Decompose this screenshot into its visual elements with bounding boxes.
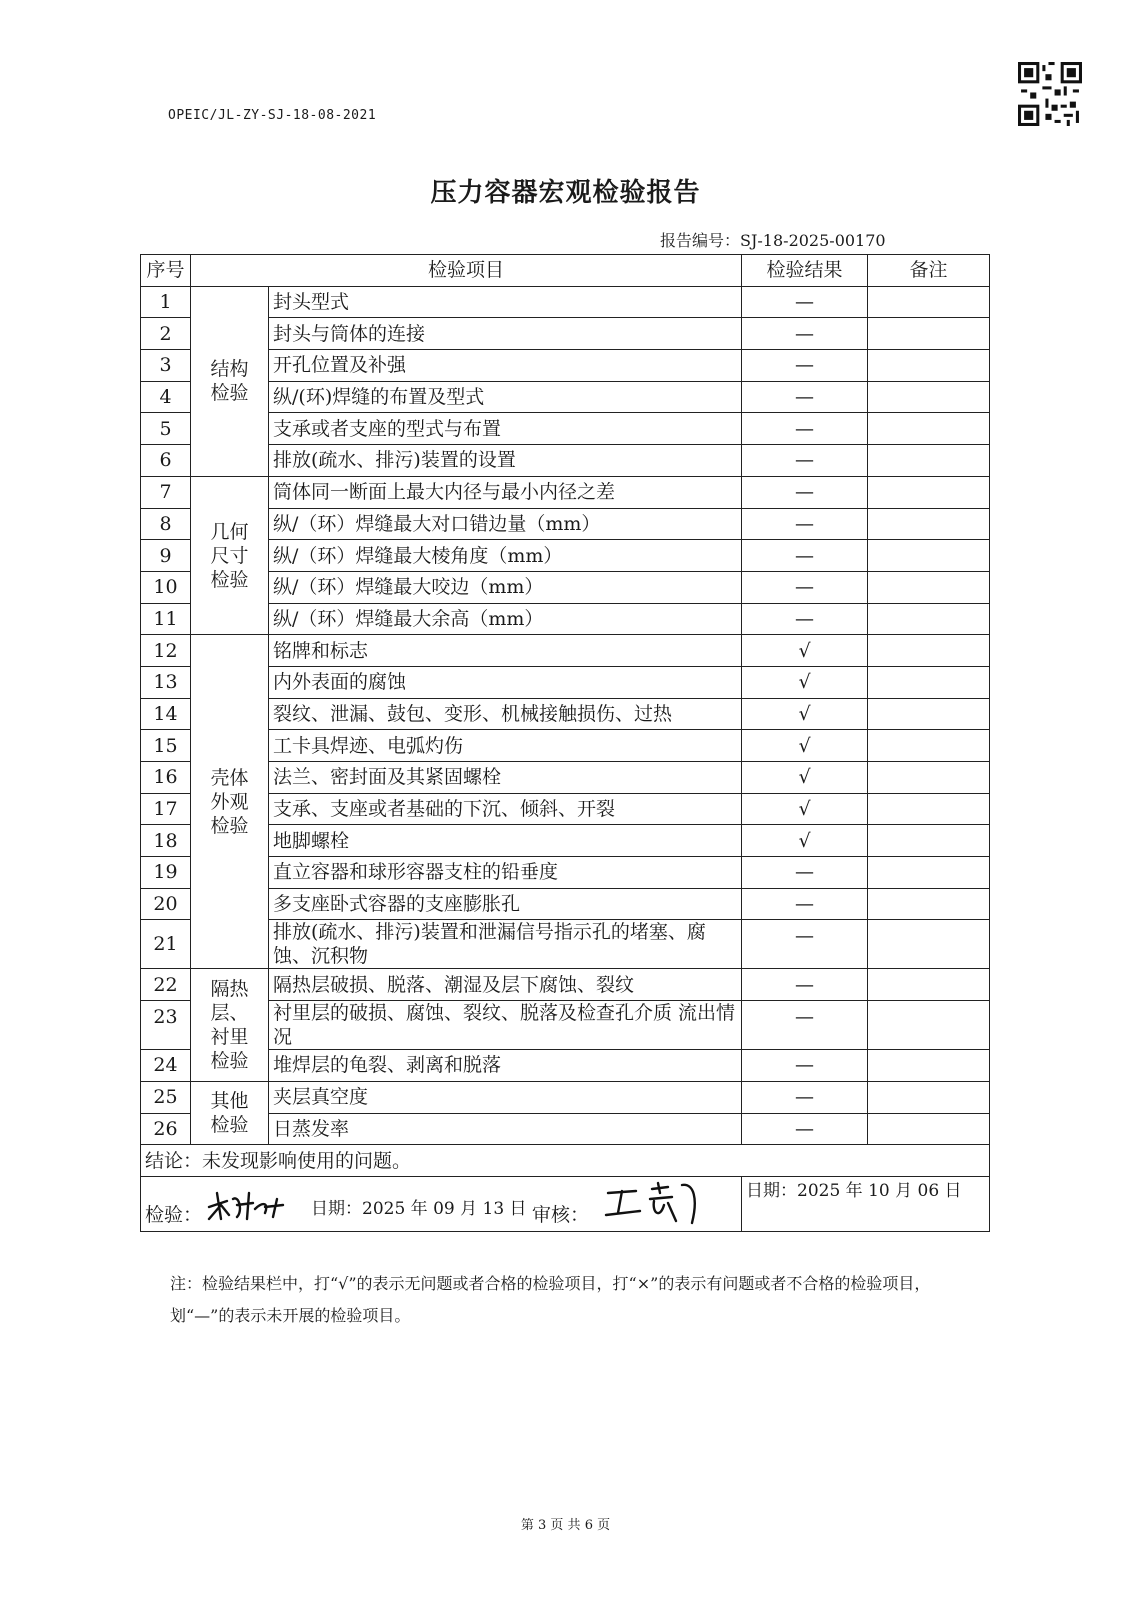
row-result: — bbox=[742, 571, 868, 603]
group-label: 结构检验 bbox=[210, 358, 249, 405]
row-item: 夹层真空度 bbox=[269, 1081, 742, 1113]
group-shell bbox=[191, 635, 269, 969]
group-structure bbox=[191, 286, 269, 476]
qr-code-icon bbox=[1018, 62, 1082, 126]
row-item: 多支座卧式容器的支座膨胀孔 bbox=[269, 888, 742, 920]
row-result: — bbox=[742, 857, 868, 889]
inspector-date: 日期：2025 年 09 月 13 日 bbox=[311, 1198, 527, 1219]
reviewer-label: 审核： bbox=[532, 1203, 590, 1226]
row-remark bbox=[868, 476, 990, 508]
row-remark bbox=[868, 857, 990, 889]
row-result: √ bbox=[742, 762, 868, 794]
footnote: 注：检验结果栏中，打“√”的表示无问题或者合格的检验项目，打“×”的表示有问题或者不合格的检验项目，划“—”的表示未开展的检验项目。 bbox=[170, 1274, 931, 1325]
row-no: 19 bbox=[141, 857, 191, 889]
row-no: 17 bbox=[141, 793, 191, 825]
row-item: 纵/（环）焊缝最大余高（mm） bbox=[269, 603, 742, 635]
row-result: — bbox=[742, 445, 868, 477]
row-remark bbox=[868, 1001, 990, 1050]
row-remark bbox=[868, 350, 990, 382]
table-row bbox=[141, 571, 990, 603]
row-no: 1 bbox=[141, 286, 191, 318]
row-no: 18 bbox=[141, 825, 191, 857]
table-row bbox=[141, 1001, 990, 1050]
row-item: 封头型式 bbox=[269, 286, 742, 318]
row-item: 支承、支座或者基础的下沉、倾斜、开裂 bbox=[269, 793, 742, 825]
signature-row bbox=[141, 1176, 990, 1231]
row-no: 26 bbox=[141, 1113, 191, 1145]
header-remark: 备注 bbox=[868, 255, 990, 287]
row-result: √ bbox=[742, 698, 868, 730]
row-no: 15 bbox=[141, 730, 191, 762]
table-row bbox=[141, 825, 990, 857]
inspector-label: 检验： bbox=[145, 1203, 203, 1226]
row-no: 25 bbox=[141, 1081, 191, 1113]
row-remark bbox=[868, 666, 990, 698]
row-result: — bbox=[742, 1001, 868, 1050]
row-item: 筒体同一断面上最大内径与最小内径之差 bbox=[269, 476, 742, 508]
table-row bbox=[141, 666, 990, 698]
group-label: 隔热层、衬里检验 bbox=[210, 978, 249, 1073]
row-remark bbox=[868, 571, 990, 603]
row-result: √ bbox=[742, 635, 868, 667]
group-other bbox=[191, 1081, 269, 1144]
row-result: — bbox=[742, 1081, 868, 1113]
table-row bbox=[141, 413, 990, 445]
table-row bbox=[141, 762, 990, 794]
row-remark bbox=[868, 920, 990, 969]
row-remark bbox=[868, 969, 990, 1001]
table-row bbox=[141, 603, 990, 635]
table-row bbox=[141, 381, 990, 413]
row-result: — bbox=[742, 920, 868, 969]
row-remark bbox=[868, 413, 990, 445]
row-remark bbox=[868, 540, 990, 572]
row-no: 24 bbox=[141, 1050, 191, 1082]
report-number bbox=[660, 228, 886, 251]
row-no: 23 bbox=[141, 1001, 191, 1050]
row-result: √ bbox=[742, 666, 868, 698]
group-label: 壳体外观检验 bbox=[210, 766, 249, 837]
row-item: 开孔位置及补强 bbox=[269, 350, 742, 382]
inspector-signature bbox=[203, 1185, 293, 1225]
row-remark bbox=[868, 698, 990, 730]
table-row bbox=[141, 286, 990, 318]
row-item: 工卡具焊迹、电弧灼伤 bbox=[269, 730, 742, 762]
row-result: — bbox=[742, 508, 868, 540]
table-row bbox=[141, 1081, 990, 1113]
row-remark bbox=[868, 1113, 990, 1145]
row-remark bbox=[868, 381, 990, 413]
row-item: 衬里层的破损、腐蚀、裂纹、脱落及检查孔介质 流出情况 bbox=[269, 1001, 742, 1050]
row-result: — bbox=[742, 1050, 868, 1082]
row-item: 直立容器和球形容器支柱的铅垂度 bbox=[269, 857, 742, 889]
row-result: √ bbox=[742, 793, 868, 825]
row-result: — bbox=[742, 540, 868, 572]
conclusion-row bbox=[141, 1145, 990, 1177]
row-no: 3 bbox=[141, 350, 191, 382]
row-no: 13 bbox=[141, 666, 191, 698]
row-remark bbox=[868, 318, 990, 350]
row-result: — bbox=[742, 318, 868, 350]
row-remark bbox=[868, 603, 990, 635]
header-no: 序号 bbox=[141, 255, 191, 287]
table-row bbox=[141, 888, 990, 920]
table-row bbox=[141, 793, 990, 825]
table-row bbox=[141, 635, 990, 667]
row-no: 22 bbox=[141, 969, 191, 1001]
row-remark bbox=[868, 1081, 990, 1113]
row-no: 12 bbox=[141, 635, 191, 667]
row-result: — bbox=[742, 476, 868, 508]
row-no: 7 bbox=[141, 476, 191, 508]
report-number-value: SJ-18-2025-00170 bbox=[740, 231, 886, 250]
row-result: √ bbox=[742, 730, 868, 762]
row-result: — bbox=[742, 413, 868, 445]
row-result: √ bbox=[742, 825, 868, 857]
header-item: 检验项目 bbox=[191, 255, 742, 287]
row-remark bbox=[868, 1050, 990, 1082]
row-no: 20 bbox=[141, 888, 191, 920]
row-item: 纵/（环）焊缝最大咬边（mm） bbox=[269, 571, 742, 603]
page-number: 第 3 页 共 6 页 bbox=[520, 1518, 611, 1533]
row-no: 11 bbox=[141, 603, 191, 635]
row-no: 6 bbox=[141, 445, 191, 477]
table-row bbox=[141, 476, 990, 508]
row-remark bbox=[868, 793, 990, 825]
table-row bbox=[141, 698, 990, 730]
row-remark bbox=[868, 825, 990, 857]
inspection-table bbox=[140, 254, 990, 1232]
table-row bbox=[141, 920, 990, 969]
row-item: 纵/（环）焊缝最大对口错边量（mm） bbox=[269, 508, 742, 540]
header-result: 检验结果 bbox=[742, 255, 868, 287]
row-remark bbox=[868, 286, 990, 318]
row-item: 纵/（环）焊缝最大棱角度（mm） bbox=[269, 540, 742, 572]
row-no: 21 bbox=[141, 920, 191, 969]
row-item: 封头与筒体的连接 bbox=[269, 318, 742, 350]
table-row bbox=[141, 730, 990, 762]
row-remark bbox=[868, 508, 990, 540]
row-result: — bbox=[742, 969, 868, 1001]
row-item: 铭牌和标志 bbox=[269, 635, 742, 667]
row-remark bbox=[868, 888, 990, 920]
table-row bbox=[141, 540, 990, 572]
row-item: 日蒸发率 bbox=[269, 1113, 742, 1145]
row-no: 14 bbox=[141, 698, 191, 730]
reviewer-signature bbox=[602, 1179, 712, 1227]
table-header-row bbox=[141, 255, 990, 287]
row-no: 4 bbox=[141, 381, 191, 413]
row-item: 排放(疏水、排污)装置和泄漏信号指示孔的堵塞、腐蚀、沉积物 bbox=[269, 920, 742, 969]
row-item: 支承或者支座的型式与布置 bbox=[269, 413, 742, 445]
row-item: 法兰、密封面及其紧固螺栓 bbox=[269, 762, 742, 794]
group-label: 几何尺寸检验 bbox=[210, 520, 249, 591]
group-label: 其他检验 bbox=[210, 1090, 249, 1136]
table-row bbox=[141, 318, 990, 350]
reviewer-cell bbox=[532, 1176, 990, 1231]
row-item: 地脚螺栓 bbox=[269, 825, 742, 857]
conclusion: 结论：未发现影响使用的问题。 bbox=[141, 1145, 990, 1177]
row-item: 堆焊层的龟裂、剥离和脱落 bbox=[269, 1050, 742, 1082]
group-insulation bbox=[191, 969, 269, 1081]
row-item: 裂纹、泄漏、鼓包、变形、机械接触损伤、过热 bbox=[269, 698, 742, 730]
table-row bbox=[141, 857, 990, 889]
row-no: 5 bbox=[141, 413, 191, 445]
row-result: — bbox=[742, 888, 868, 920]
row-item: 内外表面的腐蚀 bbox=[269, 666, 742, 698]
page-title: 压力容器宏观检验报告 bbox=[430, 178, 701, 208]
row-item: 排放(疏水、排污)装置的设置 bbox=[269, 445, 742, 477]
row-remark bbox=[868, 445, 990, 477]
table-row bbox=[141, 969, 990, 1001]
row-no: 8 bbox=[141, 508, 191, 540]
row-result: — bbox=[742, 350, 868, 382]
row-item: 隔热层破损、脱落、潮湿及层下腐蚀、裂纹 bbox=[269, 969, 742, 1001]
table-row bbox=[141, 1113, 990, 1145]
table-row bbox=[141, 1050, 990, 1082]
row-no: 16 bbox=[141, 762, 191, 794]
table-row bbox=[141, 508, 990, 540]
report-number-label: 报告编号： bbox=[660, 231, 741, 250]
row-remark bbox=[868, 635, 990, 667]
row-result: — bbox=[742, 603, 868, 635]
form-code: OPEIC/JL-ZY-SJ-18-08-2021 bbox=[168, 108, 377, 123]
row-no: 9 bbox=[141, 540, 191, 572]
row-no: 2 bbox=[141, 318, 191, 350]
row-remark bbox=[868, 762, 990, 794]
row-result: — bbox=[742, 381, 868, 413]
table-row bbox=[141, 445, 990, 477]
row-remark bbox=[868, 730, 990, 762]
row-result: — bbox=[742, 1113, 868, 1145]
row-no: 10 bbox=[141, 571, 191, 603]
row-result: — bbox=[742, 286, 868, 318]
row-item: 纵/(环)焊缝的布置及型式 bbox=[269, 381, 742, 413]
table-row bbox=[141, 350, 990, 382]
reviewer-date: 日期：2025 年 10 月 06 日 bbox=[746, 1180, 962, 1201]
group-geometry bbox=[191, 476, 269, 634]
